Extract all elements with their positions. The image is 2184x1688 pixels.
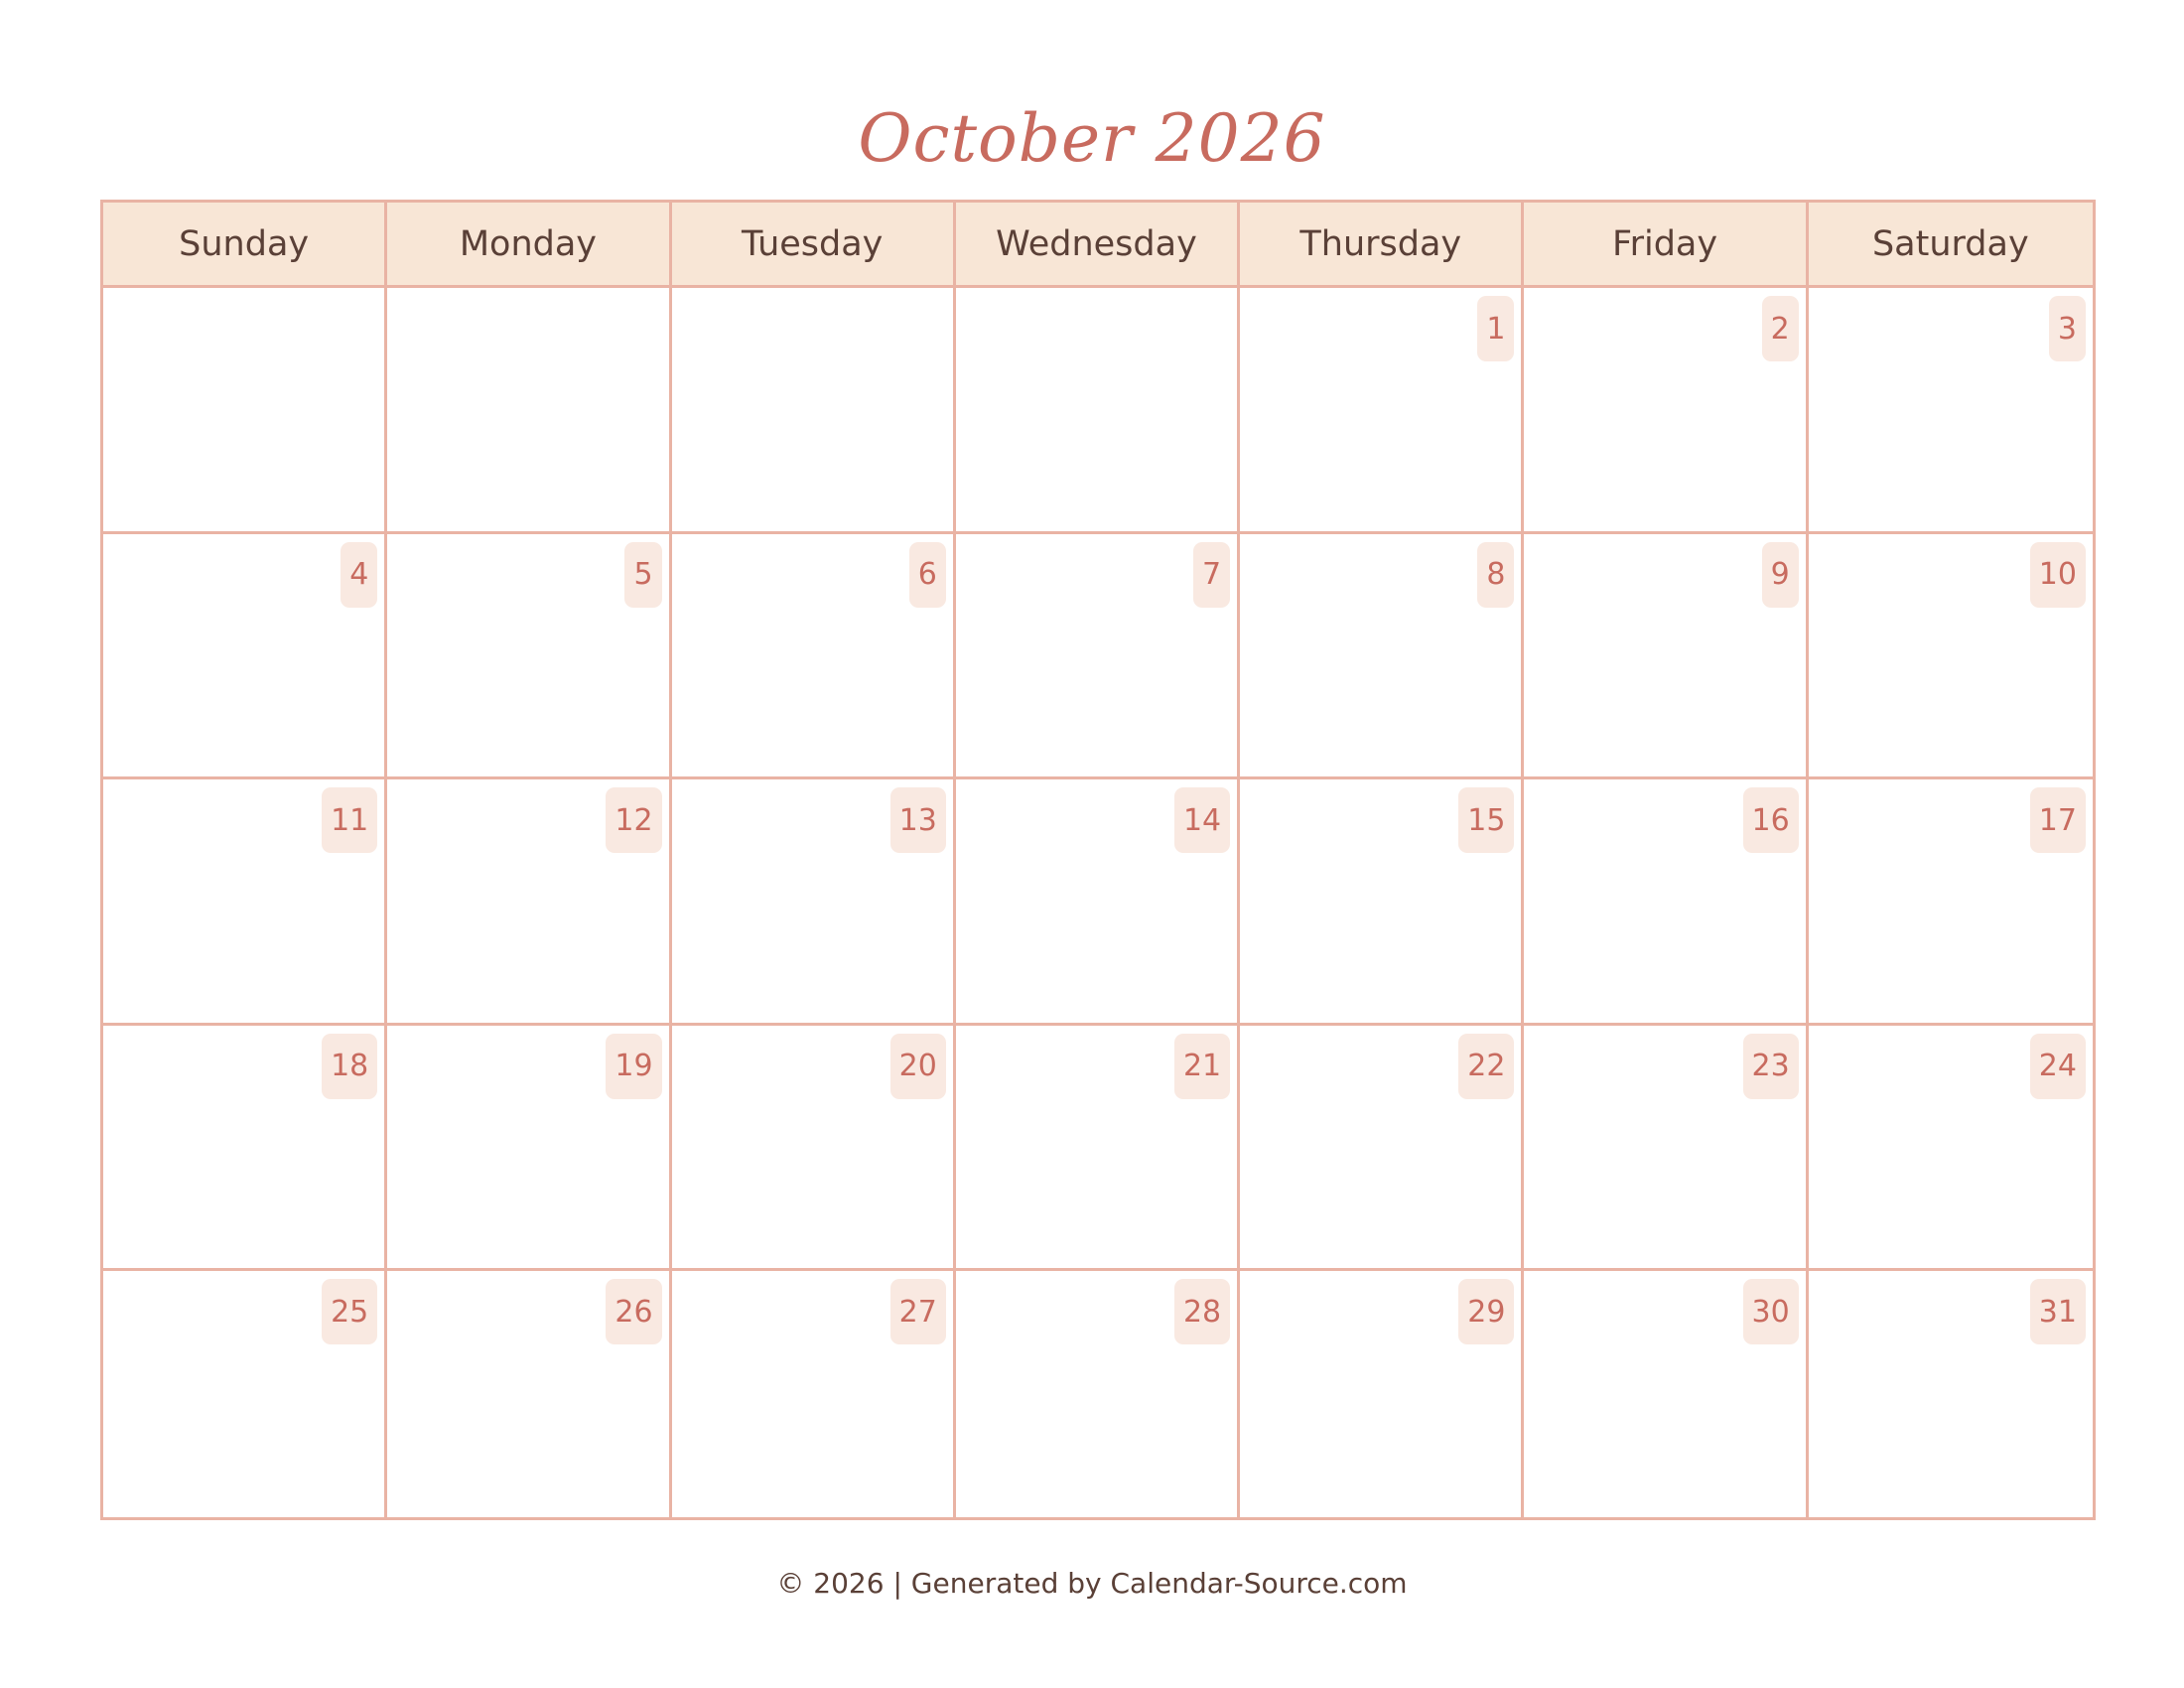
day-cell	[1240, 1271, 1524, 1517]
day-cell	[103, 534, 387, 780]
day-cell	[1240, 1026, 1524, 1272]
day-number-badge: 12	[606, 787, 661, 853]
footer-credit: © 2026 | Generated by Calendar-Source.com	[776, 1567, 1408, 1600]
day-number-badge: 21	[1174, 1034, 1230, 1099]
day-number-badge: 8	[1477, 542, 1514, 608]
weekday-header-wednesday: Wednesday	[956, 203, 1240, 288]
day-cell	[1240, 534, 1524, 780]
day-cell	[1809, 288, 2093, 534]
day-cell	[387, 1026, 671, 1272]
day-cell	[672, 1271, 956, 1517]
day-number-badge: 25	[322, 1279, 377, 1344]
day-number-badge: 28	[1174, 1279, 1230, 1344]
day-cell	[1809, 1026, 2093, 1272]
day-number-badge: 18	[322, 1034, 377, 1099]
day-number-badge: 29	[1458, 1279, 1514, 1344]
day-cell	[1240, 779, 1524, 1026]
day-cell	[1809, 534, 2093, 780]
day-number-badge: 20	[890, 1034, 946, 1099]
day-number-badge: 7	[1193, 542, 1230, 608]
weeks-grid	[103, 288, 2093, 1517]
day-cell	[387, 534, 671, 780]
day-number-badge: 26	[606, 1279, 661, 1344]
day-cell	[956, 534, 1240, 780]
day-number-badge: 15	[1458, 787, 1514, 853]
day-cell	[387, 1271, 671, 1517]
day-number-badge: 10	[2030, 542, 2086, 608]
day-cell	[103, 779, 387, 1026]
day-cell	[1809, 779, 2093, 1026]
day-cell	[103, 1026, 387, 1272]
day-number-badge: 30	[1743, 1279, 1799, 1344]
day-cell	[956, 288, 1240, 534]
weekday-header-saturday: Saturday	[1809, 203, 2093, 288]
calendar-grid	[100, 200, 2096, 1520]
weekday-header-thursday: Thursday	[1240, 203, 1524, 288]
day-number-badge: 11	[322, 787, 377, 853]
day-number-badge: 4	[341, 542, 377, 608]
day-cell	[956, 1271, 1240, 1517]
day-cell	[1240, 288, 1524, 534]
calendar-title: October 2026	[858, 100, 1326, 177]
day-number-badge: 31	[2030, 1279, 2086, 1344]
day-cell	[1524, 288, 1808, 534]
day-number-badge: 19	[606, 1034, 661, 1099]
day-number-badge: 1	[1477, 296, 1514, 361]
day-cell	[672, 534, 956, 780]
day-cell	[103, 1271, 387, 1517]
day-number-badge: 9	[1762, 542, 1799, 608]
day-cell	[672, 1026, 956, 1272]
day-cell	[1524, 1271, 1808, 1517]
day-cell	[387, 288, 671, 534]
weekday-header-monday: Monday	[387, 203, 671, 288]
day-cell	[1809, 1271, 2093, 1517]
day-number-badge: 23	[1743, 1034, 1799, 1099]
day-number-badge: 14	[1174, 787, 1230, 853]
weekday-header-sunday: Sunday	[103, 203, 387, 288]
day-cell	[1524, 1026, 1808, 1272]
day-number-badge: 17	[2030, 787, 2086, 853]
day-cell	[387, 779, 671, 1026]
day-cell	[103, 288, 387, 534]
day-number-badge: 27	[890, 1279, 946, 1344]
day-number-badge: 3	[2049, 296, 2086, 361]
weekday-header-friday: Friday	[1524, 203, 1808, 288]
weekday-header-tuesday: Tuesday	[672, 203, 956, 288]
day-number-badge: 13	[890, 787, 946, 853]
day-cell	[956, 1026, 1240, 1272]
day-number-badge: 16	[1743, 787, 1799, 853]
day-cell	[1524, 779, 1808, 1026]
day-cell	[672, 288, 956, 534]
day-cell	[672, 779, 956, 1026]
day-cell	[956, 779, 1240, 1026]
day-number-badge: 6	[909, 542, 946, 608]
day-number-badge: 22	[1458, 1034, 1514, 1099]
day-number-badge: 5	[624, 542, 661, 608]
weekday-header-row	[103, 203, 2093, 288]
day-number-badge: 2	[1762, 296, 1799, 361]
day-cell	[1524, 534, 1808, 780]
day-number-badge: 24	[2030, 1034, 2086, 1099]
